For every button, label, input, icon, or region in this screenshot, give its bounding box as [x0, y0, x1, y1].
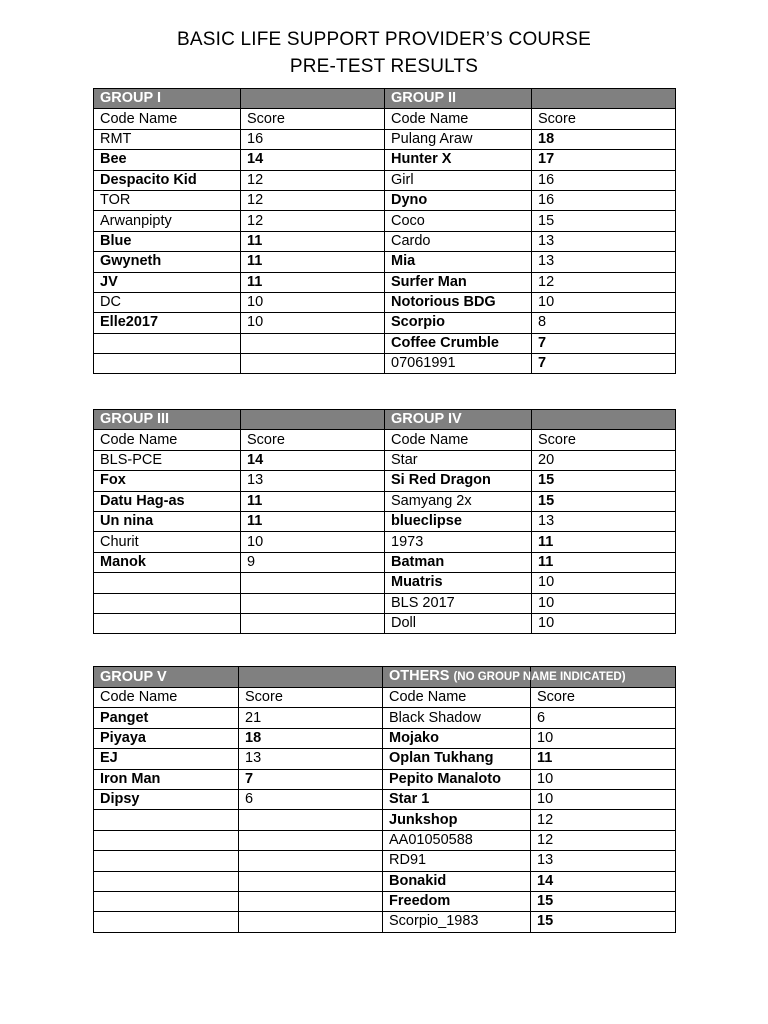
code-name-cell	[94, 573, 241, 593]
group-name: GROUP II	[385, 89, 532, 109]
document-subtitle: PRE-TEST RESULTS	[289, 56, 479, 77]
column-header-code-name: Code Name	[94, 430, 241, 450]
code-name-cell: EJ	[94, 749, 239, 769]
score-cell: 12	[531, 810, 676, 830]
table-row	[94, 532, 676, 552]
code-name-cell	[94, 333, 241, 353]
table-row	[94, 871, 676, 891]
results-table-group-1-2	[93, 88, 676, 374]
score-cell: 15	[531, 891, 676, 911]
score-cell: 13	[532, 252, 676, 272]
column-header-code-name: Code Name	[385, 430, 532, 450]
table-row	[94, 789, 676, 809]
score-cell: 14	[531, 871, 676, 891]
table-row	[94, 272, 676, 292]
column-header-row	[94, 430, 676, 450]
score-cell	[239, 851, 383, 871]
code-name-cell: Star	[385, 450, 532, 470]
table-row	[94, 354, 676, 374]
table-row	[94, 150, 676, 170]
code-name-cell: Scorpio	[385, 313, 532, 333]
table-body	[94, 129, 676, 374]
code-name-cell: Panget	[94, 708, 239, 728]
code-name-cell: Dipsy	[94, 789, 239, 809]
score-cell: 7	[239, 769, 383, 789]
code-name-cell: Si Red Dragon	[385, 471, 532, 491]
code-name-cell: Mojako	[383, 728, 531, 748]
score-cell: 11	[241, 252, 385, 272]
code-name-cell: Scorpio_1983	[383, 912, 531, 932]
score-cell: 10	[532, 593, 676, 613]
table-row	[94, 573, 676, 593]
score-cell	[241, 593, 385, 613]
table-row	[94, 891, 676, 911]
score-cell: 11	[532, 552, 676, 572]
score-cell	[241, 573, 385, 593]
column-header-score: Score	[532, 430, 676, 450]
group-name: GROUP V	[94, 667, 239, 688]
score-cell: 13	[532, 511, 676, 531]
score-cell: 15	[532, 491, 676, 511]
score-cell: 12	[241, 170, 385, 190]
code-name-cell: Pepito Manaloto	[383, 769, 531, 789]
table-row	[94, 333, 676, 353]
score-cell: 14	[241, 150, 385, 170]
score-cell: 18	[532, 129, 676, 149]
code-name-cell: Oplan Tukhang	[383, 749, 531, 769]
score-cell: 13	[241, 471, 385, 491]
column-header-row	[94, 109, 676, 129]
table-row	[94, 769, 676, 789]
score-cell: 18	[239, 728, 383, 748]
score-cell: 11	[241, 511, 385, 531]
table-row	[94, 912, 676, 932]
code-name-cell	[94, 613, 241, 633]
code-name-cell: DC	[94, 292, 241, 312]
code-name-cell: BLS-PCE	[94, 450, 241, 470]
table-row	[94, 593, 676, 613]
score-cell: 8	[532, 313, 676, 333]
table-row	[94, 170, 676, 190]
group-name: GROUP IV	[385, 410, 532, 430]
code-name-cell: Girl	[385, 170, 532, 190]
code-name-cell	[94, 593, 241, 613]
score-cell: 10	[532, 573, 676, 593]
group-name: GROUP III	[94, 410, 241, 430]
code-name-cell: Coffee Crumble	[385, 333, 532, 353]
code-name-cell: Doll	[385, 613, 532, 633]
score-cell: 10	[531, 769, 676, 789]
table-row	[94, 292, 676, 312]
table-row	[94, 491, 676, 511]
score-cell: 11	[532, 532, 676, 552]
code-name-cell: Cardo	[385, 231, 532, 251]
code-name-cell: AA01050588	[383, 830, 531, 850]
score-cell: 15	[532, 211, 676, 231]
code-name-cell: Star 1	[383, 789, 531, 809]
table-row	[94, 252, 676, 272]
score-cell: 10	[241, 313, 385, 333]
column-header-score: Score	[239, 688, 383, 708]
code-name-cell	[94, 871, 239, 891]
score-cell: 20	[532, 450, 676, 470]
code-name-cell: Hunter X	[385, 150, 532, 170]
column-header-score: Score	[241, 109, 385, 129]
code-name-cell: TOR	[94, 190, 241, 210]
table-row	[94, 708, 676, 728]
code-name-cell: Arwanpipty	[94, 211, 241, 231]
code-name-cell: Dyno	[385, 190, 532, 210]
group-header-blank	[532, 410, 676, 430]
column-header-score: Score	[531, 688, 676, 708]
code-name-cell	[94, 912, 239, 932]
score-cell: 14	[241, 450, 385, 470]
score-cell: 12	[532, 272, 676, 292]
score-cell: 13	[239, 749, 383, 769]
table-row	[94, 450, 676, 470]
score-cell: 13	[532, 231, 676, 251]
code-name-cell: Bee	[94, 150, 241, 170]
table-row	[94, 851, 676, 871]
score-cell: 16	[532, 190, 676, 210]
score-cell: 11	[241, 491, 385, 511]
results-table-group-3-4	[93, 409, 676, 634]
group-name: GROUP I	[94, 89, 241, 109]
score-cell: 11	[241, 231, 385, 251]
code-name-cell: Samyang 2x	[385, 491, 532, 511]
score-cell: 6	[239, 789, 383, 809]
table-row	[94, 749, 676, 769]
score-cell: 15	[531, 912, 676, 932]
code-name-cell: 07061991	[385, 354, 532, 374]
table-row	[94, 129, 676, 149]
table-row	[94, 810, 676, 830]
group-header-blank	[239, 667, 383, 688]
code-name-cell: BLS 2017	[385, 593, 532, 613]
code-name-cell	[94, 891, 239, 911]
table-row	[94, 728, 676, 748]
code-name-cell: Pulang Araw	[385, 129, 532, 149]
column-header-code-name: Code Name	[94, 109, 241, 129]
table-row	[94, 313, 676, 333]
score-cell: 12	[531, 830, 676, 850]
code-name-cell: Notorious BDG	[385, 292, 532, 312]
code-name-cell: Piyaya	[94, 728, 239, 748]
group-header-blank	[532, 89, 676, 109]
score-cell: 10	[532, 292, 676, 312]
code-name-cell: Un nina	[94, 511, 241, 531]
group-header-row	[94, 667, 676, 688]
code-name-cell: JV	[94, 272, 241, 292]
document-title: BASIC LIFE SUPPORT PROVIDER’S COURSE	[176, 29, 592, 50]
score-cell	[239, 810, 383, 830]
group-header-row	[94, 410, 676, 430]
table-row	[94, 613, 676, 633]
code-name-cell: RMT	[94, 129, 241, 149]
table-row	[94, 552, 676, 572]
code-name-cell: Batman	[385, 552, 532, 572]
column-header-code-name: Code Name	[385, 109, 532, 129]
score-cell: 21	[239, 708, 383, 728]
score-cell: 10	[241, 532, 385, 552]
group-name: OTHERS	[389, 668, 450, 684]
code-name-cell: Elle2017	[94, 313, 241, 333]
code-name-cell: Black Shadow	[383, 708, 531, 728]
code-name-cell: Surfer Man	[385, 272, 532, 292]
score-cell: 7	[532, 354, 676, 374]
group-header-row	[94, 89, 676, 109]
code-name-cell	[94, 354, 241, 374]
score-cell	[239, 830, 383, 850]
table-row	[94, 211, 676, 231]
column-header-score: Score	[241, 430, 385, 450]
table-row	[94, 231, 676, 251]
score-cell	[239, 891, 383, 911]
code-name-cell: Freedom	[383, 891, 531, 911]
results-table-group-5-others	[93, 666, 676, 933]
score-cell: 7	[532, 333, 676, 353]
code-name-cell: Fox	[94, 471, 241, 491]
code-name-cell: Mia	[385, 252, 532, 272]
column-header-code-name: Code Name	[383, 688, 531, 708]
table-row	[94, 511, 676, 531]
code-name-cell	[94, 810, 239, 830]
score-cell: 16	[241, 129, 385, 149]
score-cell: 10	[532, 613, 676, 633]
table-row	[94, 190, 676, 210]
code-name-cell	[94, 851, 239, 871]
table-row	[94, 830, 676, 850]
score-cell	[239, 871, 383, 891]
score-cell: 13	[531, 851, 676, 871]
table-body	[94, 450, 676, 634]
score-cell: 12	[241, 190, 385, 210]
column-header-score: Score	[532, 109, 676, 129]
code-name-cell: Bonakid	[383, 871, 531, 891]
score-cell	[241, 333, 385, 353]
score-cell: 16	[532, 170, 676, 190]
code-name-cell: Blue	[94, 231, 241, 251]
code-name-cell: Churit	[94, 532, 241, 552]
score-cell: 17	[532, 150, 676, 170]
code-name-cell: RD91	[383, 851, 531, 871]
code-name-cell: Gwyneth	[94, 252, 241, 272]
score-cell: 9	[241, 552, 385, 572]
code-name-cell: Junkshop	[383, 810, 531, 830]
column-header-code-name: Code Name	[94, 688, 239, 708]
group-name-others	[383, 667, 626, 688]
score-cell: 12	[241, 211, 385, 231]
group-note: (NO GROUP NAME INDICATED)	[453, 671, 626, 683]
code-name-cell: Coco	[385, 211, 532, 231]
score-cell: 11	[241, 272, 385, 292]
score-cell	[241, 354, 385, 374]
group-header-blank	[241, 410, 385, 430]
table-row	[94, 471, 676, 491]
code-name-cell: blueclipse	[385, 511, 532, 531]
column-header-row	[94, 688, 676, 708]
code-name-cell: Manok	[94, 552, 241, 572]
group-header-blank	[241, 89, 385, 109]
code-name-cell: Iron Man	[94, 769, 239, 789]
score-cell: 11	[531, 749, 676, 769]
code-name-cell: Datu Hag-as	[94, 491, 241, 511]
score-cell	[241, 613, 385, 633]
score-cell	[239, 912, 383, 932]
table-body	[94, 708, 676, 932]
score-cell: 10	[531, 728, 676, 748]
code-name-cell: Muatris	[385, 573, 532, 593]
score-cell: 15	[532, 471, 676, 491]
score-cell: 10	[241, 292, 385, 312]
code-name-cell	[94, 830, 239, 850]
score-cell: 6	[531, 708, 676, 728]
code-name-cell: Despacito Kid	[94, 170, 241, 190]
score-cell: 10	[531, 789, 676, 809]
code-name-cell: 1973	[385, 532, 532, 552]
